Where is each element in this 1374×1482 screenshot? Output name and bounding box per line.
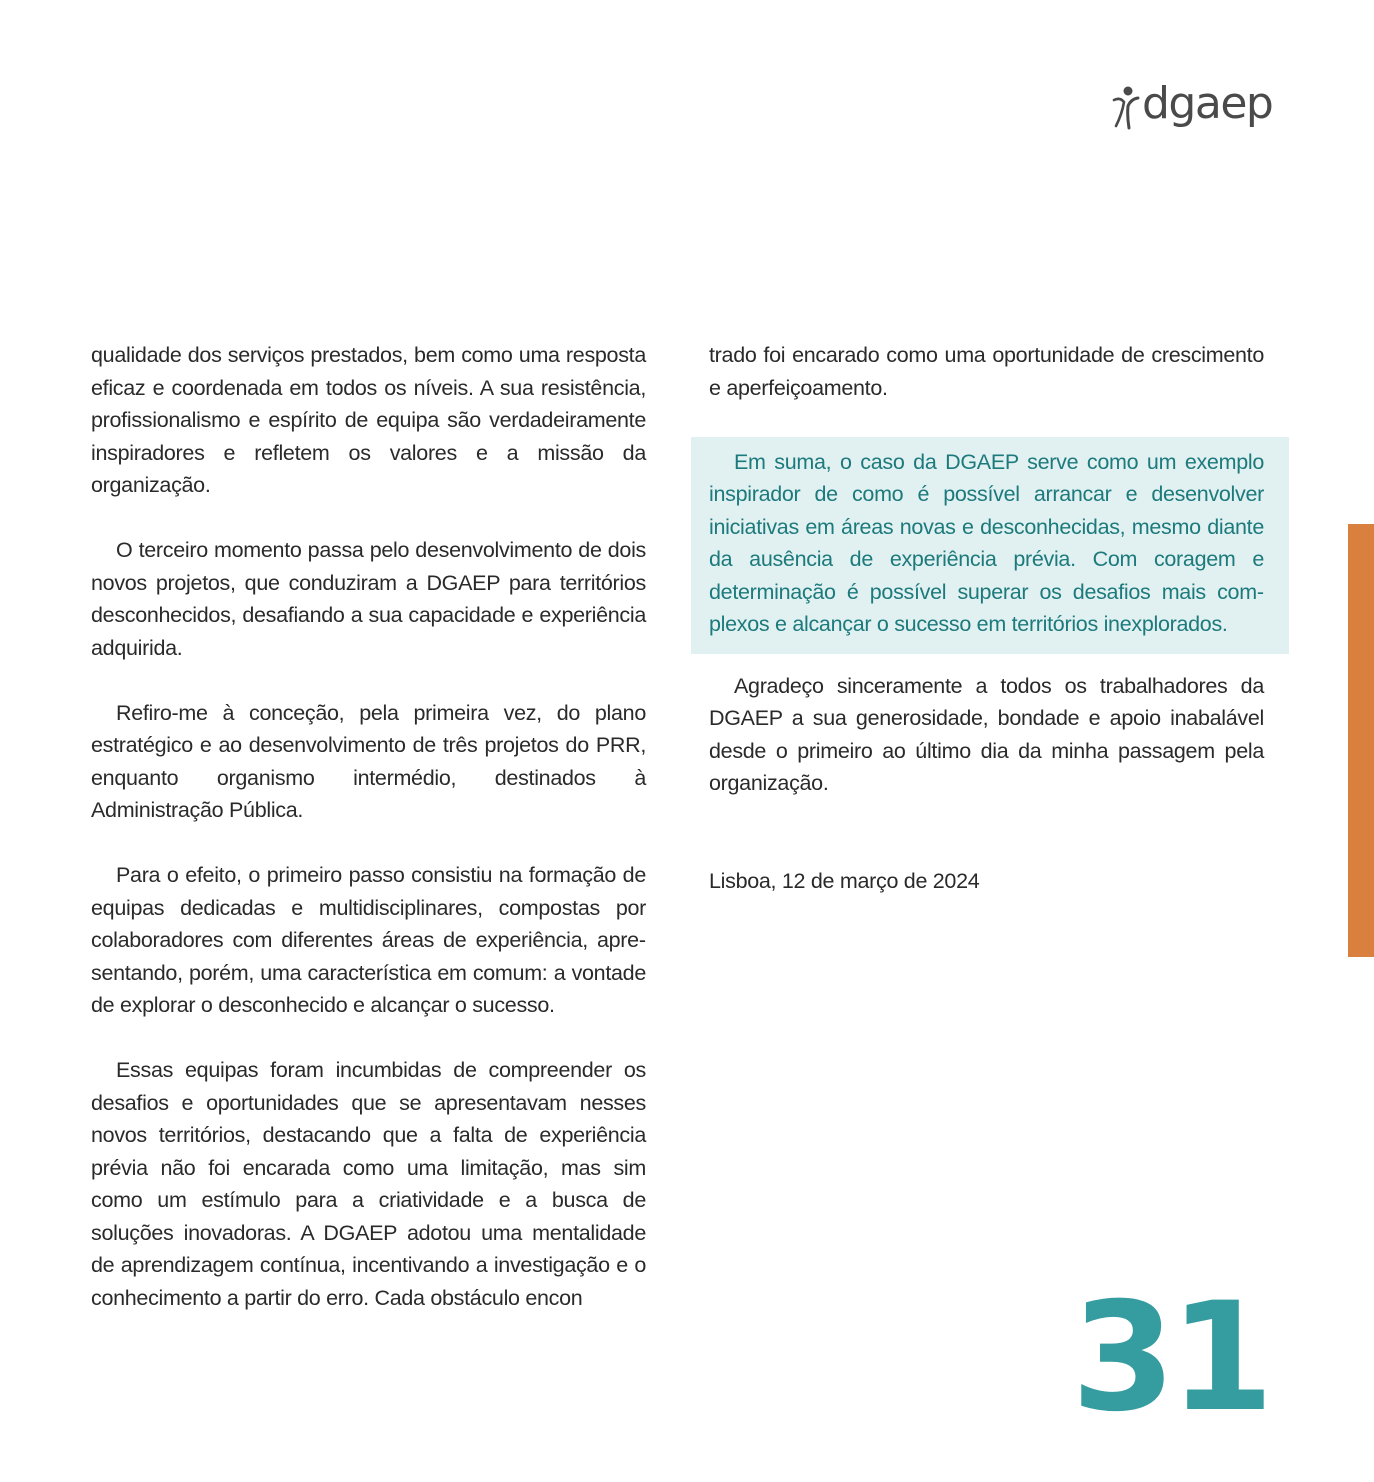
highlight-paragraph: Em suma, o caso da DGAEP serve como um exemplo inspirador de como é possível arrancar e desenvolver iniciativas em áreas novas e desconhecidas, mesmo diante da ausência de experiência prévia. Com coragem e determinação é possível superar os desafios mais complexos e alcançar o sucesso em territórios inexplorados. [709, 449, 1264, 636]
right-text-column [709, 339, 1264, 930]
highlight-box [691, 437, 1289, 654]
paragraph: Essas equipas foram incumbidas de compreender os desafios e oportunidades que se apresentavam nesses novos territórios, destacando que a falta de experiência prévia não foi encarada como uma limitação, mas sim como um estímulo para a criatividade e a busca de soluções inovadoras. A DGAEP adotou uma mentalidade de aprendizagem contínua, incentivando a investigação e o conhecimento a partir do erro. Cada obstáculo encon [91, 1058, 646, 1310]
paragraph: Para o efeito, o primeiro passo consistiu na formação de equipas dedicadas e multidisciplinares, compostas por colaboradores com diferentes áreas de experiência, apresentando, porém, uma característica em comum: a vontade de explorar o desconhecido e alcançar o sucesso. [91, 863, 646, 1017]
paragraph: O terceiro momento passa pelo desenvolvimento de dois novos projetos, que conduziram a DGAEP para territórios desconhecidos, desafiando a sua capacidade e experiência adquirida. [91, 538, 646, 660]
paragraph: Refiro-me à conceção, pela primeira vez, do plano estratégico e ao desenvolvimento de três projetos do PRR, enquanto organismo intermédio, destinados à Administração Pública. [91, 700, 646, 822]
paragraph: qualidade dos serviços prestados, bem como uma resposta eficaz e coordenada em todos os níveis. A sua resistência, profissionalismo e espírito de equipa são verdadeiramente inspiradores e refletem os valores e a missão da organização. [91, 343, 646, 497]
logo-text: dgaep [1142, 78, 1273, 129]
left-text-column [91, 339, 646, 1347]
date-line: Lisboa, 12 de março de 2024 [709, 868, 980, 893]
section-side-tab [1348, 524, 1374, 957]
continuation-paragraph: trado foi encarado como uma oportunidade de crescimento e aperfeiçoamento. [709, 343, 1264, 400]
closing-paragraph: Agradeço sinceramente a todos os trabalhadores da DGAEP a sua generosidade, bondade e apoio inabalável desde o primeiro ao último dia da minha passagem pela organização. [709, 673, 1264, 795]
page-number: 31 [1071, 1271, 1268, 1445]
person-figure-icon [1112, 84, 1140, 130]
dgaep-logo [1112, 78, 1273, 132]
